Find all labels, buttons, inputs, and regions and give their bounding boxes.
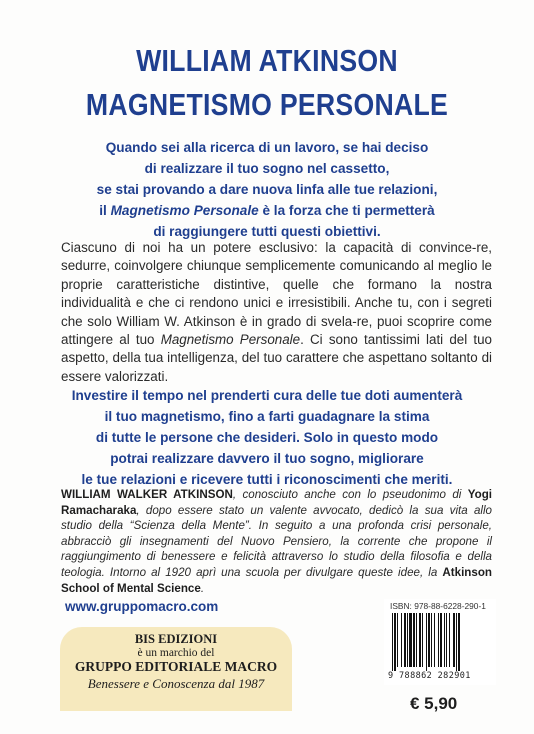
bio-text: , dopo essere stato un valente avvocato, dedicò la sua vita allo studio della “Scienza della Mente”. In seguito a una profonda crisi personale, abbracciò gli insegnamenti del Nuovo Pensiero, la corrente che propone il raggiungimento di benessere e felicità attraverso lo studio della filosofia e della teologia. Intorno al 1920 aprì una scuola per divulgare queste idee, la — [61, 503, 492, 579]
isbn-label: ISBN: 978-88-6228-290-1 — [390, 601, 486, 611]
bio-author-name: WILLIAM WALKER ATKINSON — [61, 488, 233, 501]
description-paragraph — [61, 239, 492, 386]
barcode-digits: 9 788862 282901 — [388, 671, 471, 681]
intro-emphasis: Magnetismo Personale — [110, 203, 259, 218]
paragraph-text: Ciascuno di noi ha un potere esclusivo: la capacità di convince-re, sedurre, coinvolgere chiunque semplicemente comunicando al meglio le proprie caratteristiche distintive, quelle che formano la nostra individualità e che ci rendono unici e irresistibili. Anche tu, con i segreti che solo William W. Atkinson è in grado di svela-re, puoi scoprire come attingere al tuo — [61, 240, 492, 348]
intro-text — [40, 137, 494, 242]
book-title: MAGNETISMO PERSONALE — [85, 87, 449, 122]
bio-school: Atkinson School of Mental Science — [61, 565, 492, 595]
publisher-note: è un marchio del — [137, 647, 215, 659]
author-title: WILLIAM ATKINSON — [136, 43, 398, 78]
intro-line — [40, 200, 494, 221]
invest-line: Investire il tempo nel prenderti cura delle tue doti aumenterà — [71, 388, 463, 403]
publisher-website[interactable]: www.gruppomacro.com — [65, 599, 219, 614]
paragraph-text: . Ci sono tantissimi lati del tuo aspetto, della tua intelligenza, del tuo carattere che aspettano soltanto di essere valorizzati. — [61, 332, 492, 384]
author-bio — [61, 487, 492, 596]
barcode-icon — [390, 613, 488, 671]
bio-alias: Yogi Ramacharaka — [61, 488, 492, 517]
intro-line: di realizzare il tuo sogno nel cassetto, — [144, 161, 390, 176]
publisher-slogan: Benessere e Conoscenza dal 1987 — [87, 676, 265, 691]
intro-line-part: è la forza che ti permetterà — [258, 203, 435, 218]
invest-text — [40, 385, 494, 490]
price-label: € 5,90 — [410, 694, 458, 713]
paragraph-emphasis: Magnetismo Personale — [160, 332, 301, 348]
barcode-area — [384, 599, 496, 685]
invest-line: il tuo magnetismo, fino a farti guadagnare la stima — [104, 409, 430, 424]
intro-line-part: il — [99, 203, 111, 218]
publisher-group: GRUPPO EDITORIALE MACRO — [74, 659, 278, 674]
intro-line: di raggiungere tutti questi obiettivi. — [153, 224, 381, 239]
publisher-box — [60, 627, 292, 711]
publisher-imprint: BIS EDIZIONI — [134, 632, 218, 646]
invest-line: di tutte le persone che desideri. Solo in questo modo — [95, 430, 439, 445]
invest-line: le tue relazioni e ricevere tutti i riconoscimenti che meriti. — [81, 472, 453, 487]
invest-line: potrai realizzare davvero il tuo sogno, migliorare — [110, 451, 424, 466]
bio-text: , conosciuto anche con lo pseudonimo di — [232, 488, 468, 501]
bio-text: . — [200, 581, 205, 595]
intro-line: se stai provando a dare nuova linfa alle tue relazioni, — [96, 182, 438, 197]
intro-line: Quando sei alla ricerca di un lavoro, se hai deciso — [105, 140, 429, 155]
